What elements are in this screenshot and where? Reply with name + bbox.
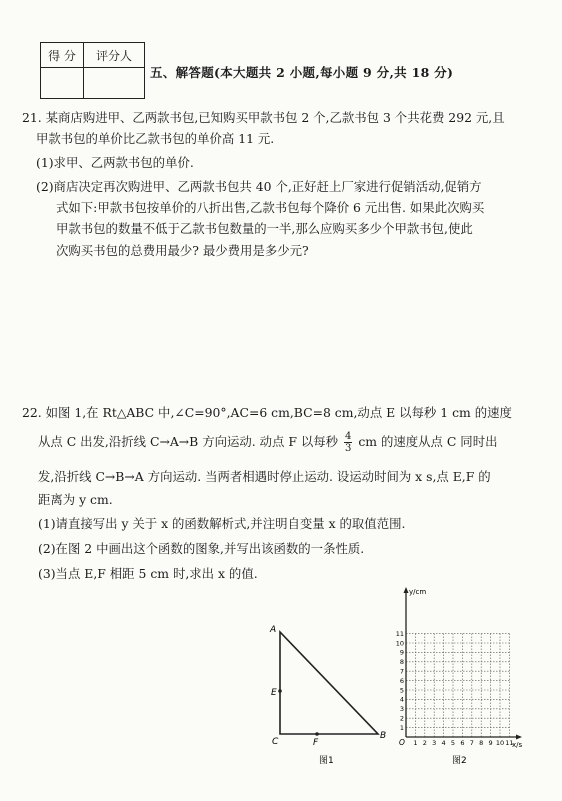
label-b: B xyxy=(380,731,387,741)
x-tick-label: 10 xyxy=(495,739,505,747)
y-tick-label: 8 xyxy=(399,658,404,667)
triangle-abc xyxy=(280,632,378,734)
y-tick-label: 5 xyxy=(399,686,404,695)
figure-1-caption: 图1 xyxy=(319,756,334,766)
x-tick-label: 3 xyxy=(432,739,437,747)
speed-fraction xyxy=(344,431,352,454)
q21-sub-2-line-1: (2)商店决定再次购进甲、乙两款书包共 40 个,正好赶上厂家进行促销活动,促销方 xyxy=(36,179,482,194)
figure-2-caption: 图2 xyxy=(452,756,467,766)
q22-sub-2: (2)在图 2 中画出这个函数的图象,并写出该函数的一条性质. xyxy=(38,541,365,556)
x-tick-label: 5 xyxy=(450,739,456,747)
x-tick-label: 8 xyxy=(479,739,484,747)
grader-header: 评分人 xyxy=(84,43,145,68)
x-tick-label: 1 xyxy=(413,739,418,747)
x-axis-label: x/s xyxy=(512,741,523,749)
q21-line-1: 21. 某商店购进甲、乙两款书包,已知购买甲款书包 2 个,乙款书包 3 个共花费 292 元,且 xyxy=(22,110,505,125)
fraction-numerator: 4 xyxy=(345,431,352,442)
y-tick-label: 1 xyxy=(399,723,404,732)
y-tick-label: 3 xyxy=(399,705,404,714)
y-tick-label: 9 xyxy=(399,648,404,657)
q21-sub-2-line-4: 次购买书包的总费用最少? 最少费用是多少元? xyxy=(56,243,309,258)
q21-line-2: 甲款书包的单价比乙款书包的单价高 11 元. xyxy=(36,131,275,146)
x-axis-arrow xyxy=(516,735,522,740)
label-f: F xyxy=(313,738,319,748)
score-cell[interactable] xyxy=(41,68,84,99)
point-f xyxy=(315,732,319,736)
y-tick-label: 7 xyxy=(399,667,404,676)
q22-line-3: 发,沿折线 C→B→A 方向运动. 当两者相遇时停止运动. 设运动时间为 x s,点 E,F 的 xyxy=(38,469,491,484)
grid-lines xyxy=(406,634,509,737)
y-tick-label: 10 xyxy=(395,639,404,648)
y-tick-label: 6 xyxy=(399,676,404,685)
q21-sub-2-line-3: 甲款书包的数量不低于乙款书包数量的一半,那么应购买多少个甲款书包,使此 xyxy=(56,221,473,236)
q22-sub-3: (3)当点 E,F 相距 5 cm 时,求出 x 的值. xyxy=(38,566,258,581)
q22-sub-1: (1)请直接写出 y 关于 x 的函数解析式,并注明自变量 x 的取值范围. xyxy=(38,516,406,531)
x-tick-label: 2 xyxy=(422,739,427,747)
figure-1-triangle xyxy=(262,618,392,768)
q22-line-2 xyxy=(38,431,497,454)
label-a: A xyxy=(270,625,277,635)
q21-sub-1: (1)求甲、乙两款书包的单价. xyxy=(36,155,194,170)
y-tick-labels xyxy=(396,630,404,732)
x-tick-labels xyxy=(413,739,513,747)
q22-line-2-pre: 从点 C 出发,沿折线 C→A→B 方向运动. 动点 F 以每秒 xyxy=(38,434,339,449)
figure-2-grid[interactable] xyxy=(392,585,532,771)
y-tick-label: 4 xyxy=(399,695,404,704)
score-table xyxy=(40,42,145,99)
x-tick-label: 4 xyxy=(441,739,446,747)
y-axis-arrow xyxy=(404,587,409,593)
origin-label: O xyxy=(399,738,405,747)
q22-line-1: 22. 如图 1,在 Rt△ABC 中,∠C=90°,AC=6 cm,BC=8 cm,动点 E 以每秒 1 cm 的速度 xyxy=(22,405,512,420)
x-tick-label: 11 xyxy=(505,739,514,747)
y-axis-label: y/cm xyxy=(409,588,427,596)
section-title: 五、解答题(本大题共 2 小题,每小题 9 分,共 18 分) xyxy=(150,65,454,80)
q21-sub-2-line-2: 式如下:甲款书包按单价的八折出售,乙款书包每个降价 6 元出售. 如果此次购买 xyxy=(56,200,485,215)
q22-line-4: 距离为 y cm. xyxy=(38,492,113,507)
x-tick-label: 7 xyxy=(469,739,474,747)
label-c: C xyxy=(272,737,279,747)
label-e: E xyxy=(271,688,277,698)
point-e xyxy=(278,689,282,693)
fraction-denominator: 3 xyxy=(345,443,352,454)
x-tick-label: 6 xyxy=(460,739,465,747)
score-header: 得 分 xyxy=(41,43,84,68)
x-tick-label: 9 xyxy=(488,739,493,747)
y-tick-label: 2 xyxy=(399,714,404,723)
q22-line-2-post: cm 的速度从点 C 同时出 xyxy=(358,434,498,449)
y-tick-label: 11 xyxy=(395,629,404,638)
grader-cell[interactable] xyxy=(84,68,145,99)
